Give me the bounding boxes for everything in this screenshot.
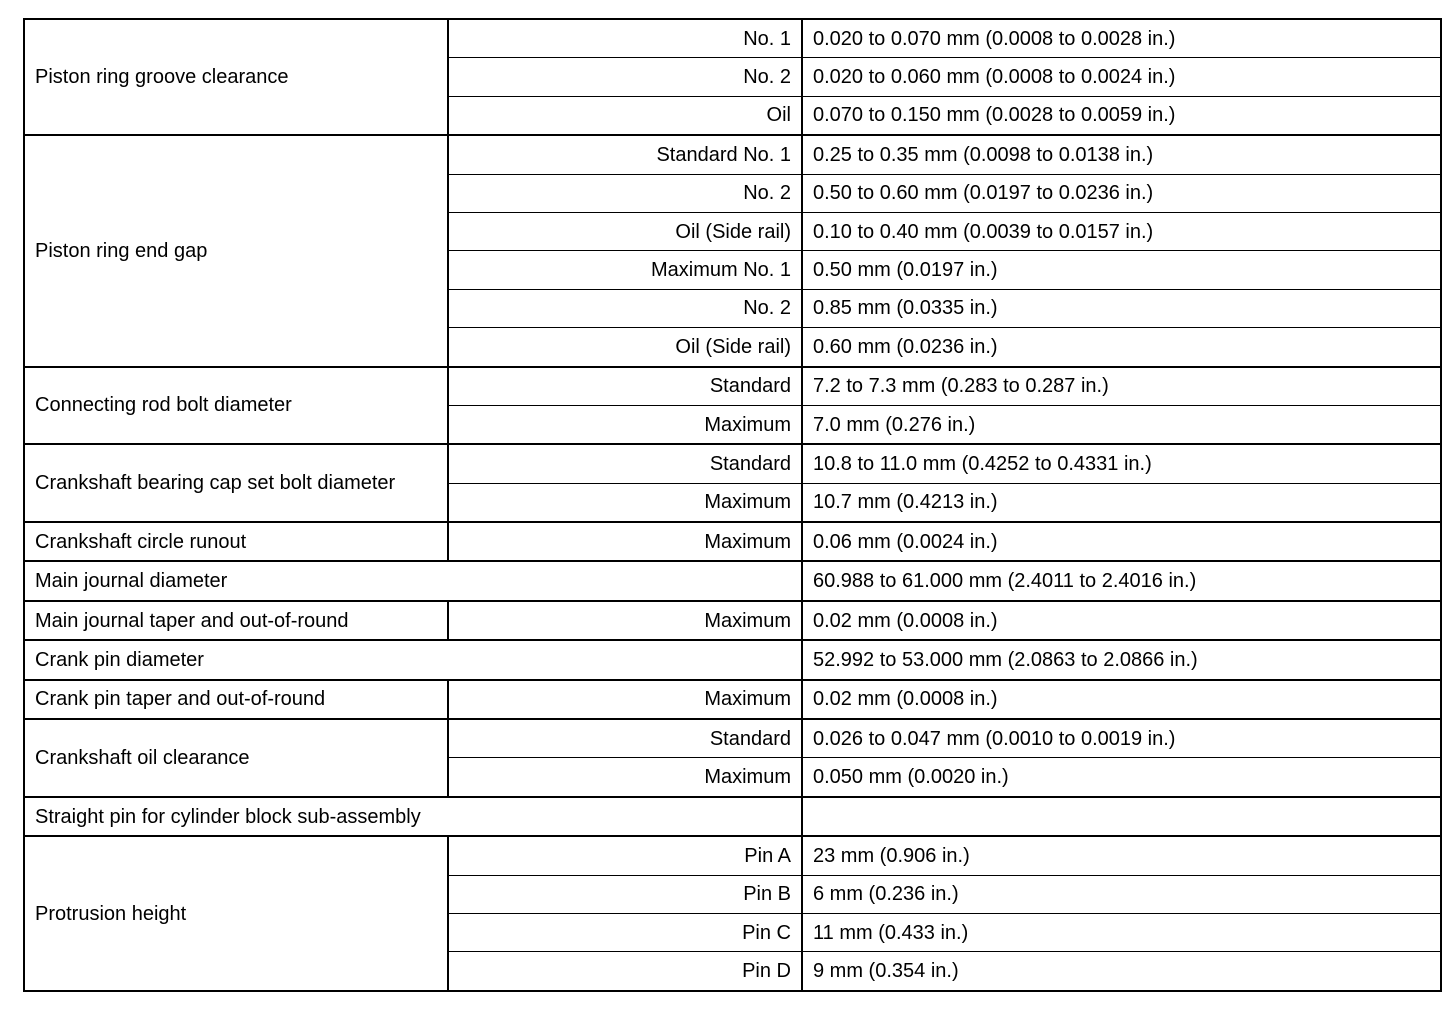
condition-cell: Standard [448,719,802,758]
specification-cell: 7.0 mm (0.276 in.) [802,405,1441,444]
specification-cell: 0.50 mm (0.0197 in.) [802,251,1441,289]
condition-cell: Standard [448,444,802,483]
condition-cell: Maximum No. 1 [448,251,802,289]
specification-cell: 10.7 mm (0.4213 in.) [802,483,1441,522]
table-row [24,19,1441,58]
item-cell: Main journal diameter [24,561,802,600]
item-cell: Crankshaft bearing cap set bolt diameter [24,444,448,522]
condition-cell: Pin D [448,952,802,991]
specification-cell: 0.25 to 0.35 mm (0.0098 to 0.0138 in.) [802,135,1441,174]
item-cell: Crankshaft circle runout [24,522,448,561]
specification-cell: 0.02 mm (0.0008 in.) [802,601,1441,640]
condition-cell: Maximum [448,601,802,640]
specification-cell: 0.026 to 0.047 mm (0.0010 to 0.0019 in.) [802,719,1441,758]
table-row [24,640,1441,679]
item-cell: Main journal taper and out-of-round [24,601,448,640]
condition-cell: Maximum [448,522,802,561]
specification-cell: 0.06 mm (0.0024 in.) [802,522,1441,561]
specification-cell: 23 mm (0.906 in.) [802,836,1441,875]
item-cell: Crank pin diameter [24,640,802,679]
item-cell: Piston ring groove clearance [24,19,448,135]
item-cell: Crankshaft oil clearance [24,719,448,797]
specification-cell: 0.02 mm (0.0008 in.) [802,680,1441,719]
item-cell: Piston ring end gap [24,135,448,366]
specification-cell: 0.50 to 0.60 mm (0.0197 to 0.0236 in.) [802,174,1441,212]
table-row [24,601,1441,640]
table-row [24,797,1441,836]
condition-cell: Maximum [448,680,802,719]
condition-cell: Maximum [448,758,802,797]
table-row [24,836,1441,875]
condition-cell: Pin A [448,836,802,875]
condition-cell: Maximum [448,483,802,522]
item-cell: Crank pin taper and out-of-round [24,680,448,719]
table-row [24,522,1441,561]
condition-cell: Pin C [448,913,802,951]
condition-cell: Oil [448,96,802,135]
condition-cell: No. 2 [448,58,802,96]
specification-cell: 10.8 to 11.0 mm (0.4252 to 0.4331 in.) [802,444,1441,483]
specification-cell: 9 mm (0.354 in.) [802,952,1441,991]
specification-cell [802,797,1441,836]
item-cell: Straight pin for cylinder block sub-assembly [24,797,802,836]
table-row [24,367,1441,406]
specification-cell: 0.85 mm (0.0335 in.) [802,289,1441,327]
table-row [24,444,1441,483]
condition-cell: Standard No. 1 [448,135,802,174]
specification-cell: 11 mm (0.433 in.) [802,913,1441,951]
condition-cell: Maximum [448,405,802,444]
item-cell: Protrusion height [24,836,448,991]
specification-cell: 0.60 mm (0.0236 in.) [802,328,1441,367]
item-cell: Connecting rod bolt diameter [24,367,448,445]
specification-cell: 52.992 to 53.000 mm (2.0863 to 2.0866 in.) [802,640,1441,679]
spec-table [23,18,1442,992]
table-row [24,680,1441,719]
condition-cell: Pin B [448,875,802,913]
table-row [24,719,1441,758]
condition-cell: No. 2 [448,289,802,327]
condition-cell: Oil (Side rail) [448,328,802,367]
specification-cell: 6 mm (0.236 in.) [802,875,1441,913]
condition-cell: No. 2 [448,174,802,212]
table-row [24,135,1441,174]
condition-cell: Oil (Side rail) [448,212,802,250]
specification-cell: 0.10 to 0.40 mm (0.0039 to 0.0157 in.) [802,212,1441,250]
specification-cell: 60.988 to 61.000 mm (2.4011 to 2.4016 in.) [802,561,1441,600]
table-row [24,561,1441,600]
specification-cell: 0.070 to 0.150 mm (0.0028 to 0.0059 in.) [802,96,1441,135]
condition-cell: Standard [448,367,802,406]
condition-cell: No. 1 [448,19,802,58]
specification-cell: 0.020 to 0.060 mm (0.0008 to 0.0024 in.) [802,58,1441,96]
spec-table-body [24,19,1441,991]
specification-cell: 0.020 to 0.070 mm (0.0008 to 0.0028 in.) [802,19,1441,58]
specification-cell: 7.2 to 7.3 mm (0.283 to 0.287 in.) [802,367,1441,406]
specification-cell: 0.050 mm (0.0020 in.) [802,758,1441,797]
